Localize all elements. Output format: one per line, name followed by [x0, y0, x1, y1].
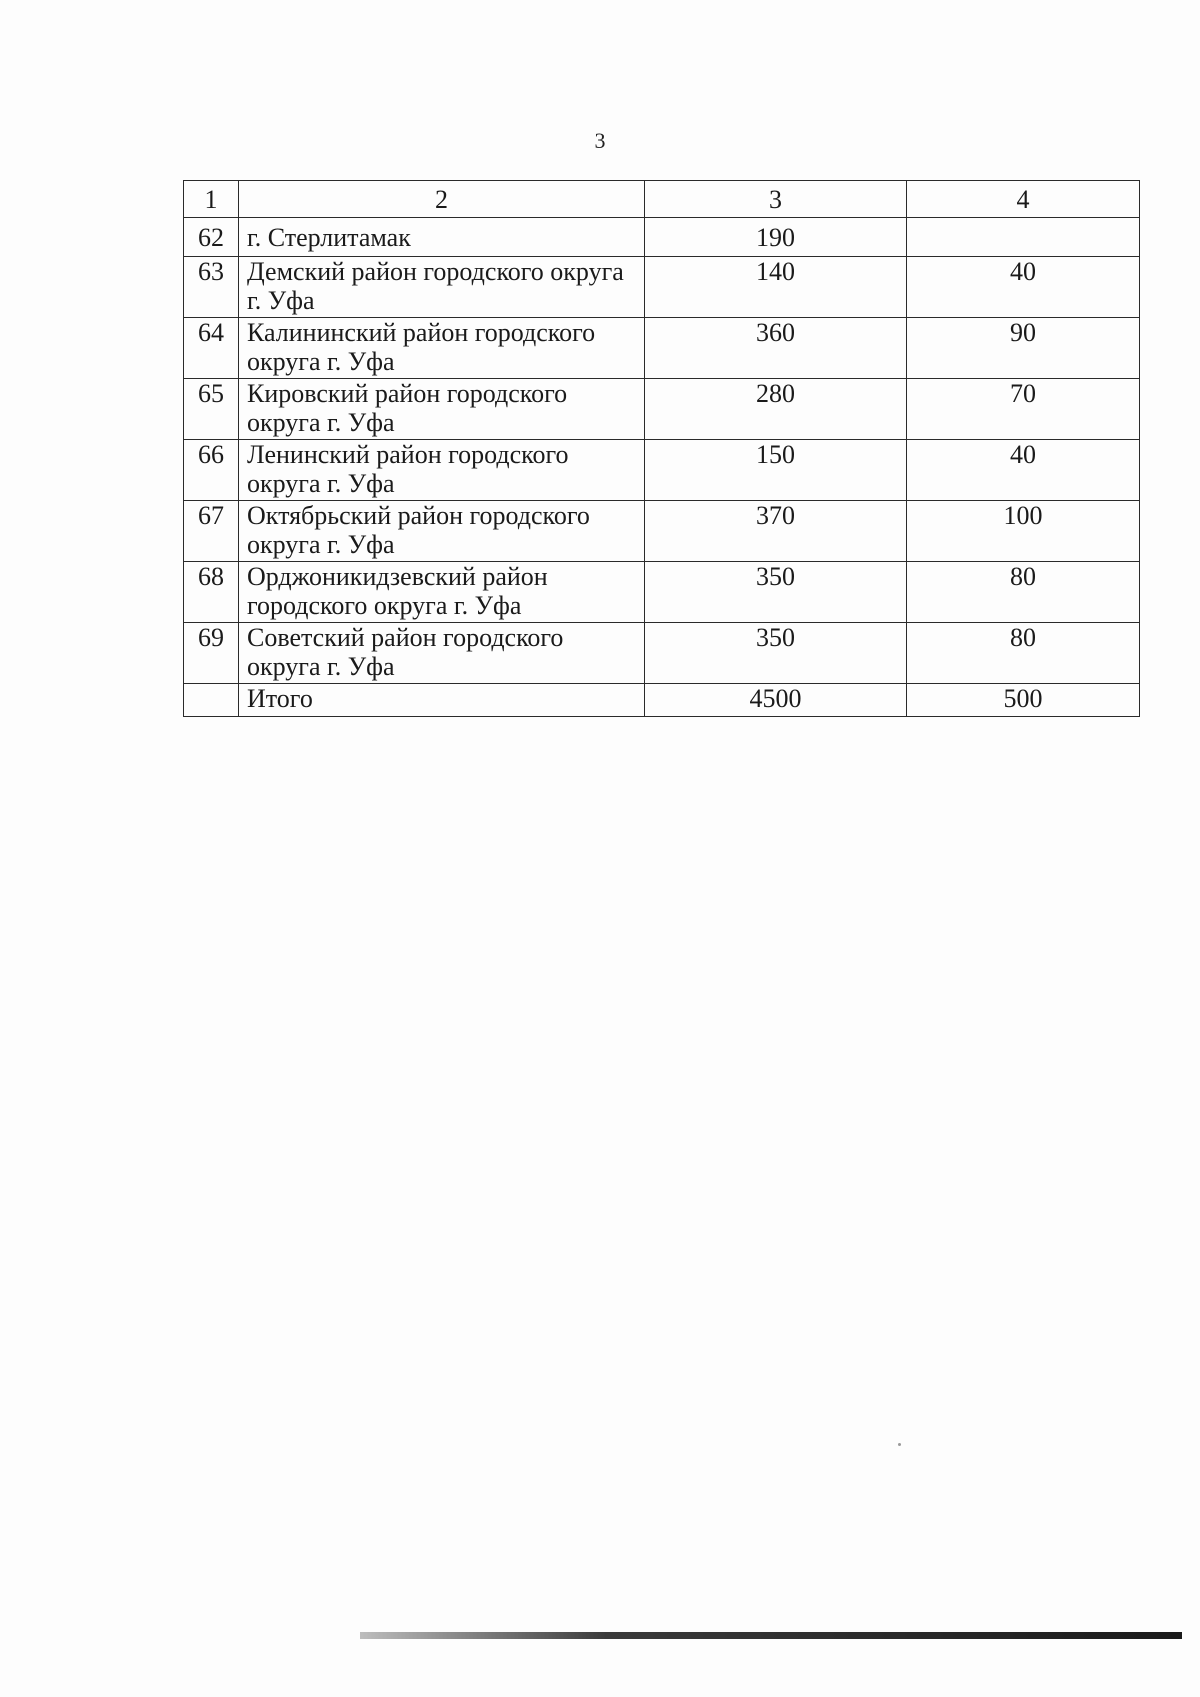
table-row	[184, 379, 1140, 440]
header-cell: 2	[239, 181, 645, 218]
total-col4: 500	[907, 684, 1140, 717]
value-col4: 80	[907, 562, 1140, 623]
value-col3: 350	[645, 623, 907, 684]
row-number	[184, 684, 239, 717]
scan-edge-line	[360, 1632, 1182, 1639]
district-name: г. Стерлитамак	[239, 218, 645, 257]
value-col4	[907, 218, 1140, 257]
district-name: Орджоникидзевский район городского округа г. Уфа	[239, 562, 645, 623]
table-row	[184, 257, 1140, 318]
value-col4: 100	[907, 501, 1140, 562]
table-row	[184, 501, 1140, 562]
district-name: Кировский район городского округа г. Уфа	[239, 379, 645, 440]
value-col4: 40	[907, 440, 1140, 501]
table-row	[184, 318, 1140, 379]
row-number: 65	[184, 379, 239, 440]
total-col3: 4500	[645, 684, 907, 717]
value-col3: 350	[645, 562, 907, 623]
value-col3: 140	[645, 257, 907, 318]
row-number: 62	[184, 218, 239, 257]
data-table	[183, 180, 1140, 717]
district-name: Демский район городского округа г. Уфа	[239, 257, 645, 318]
page-number: 3	[594, 128, 606, 153]
value-col3: 190	[645, 218, 907, 257]
row-number: 66	[184, 440, 239, 501]
scan-speck	[898, 1443, 901, 1446]
table-row	[184, 562, 1140, 623]
table-row	[184, 440, 1140, 501]
district-name: Ленинский район городского округа г. Уфа	[239, 440, 645, 501]
value-col3: 150	[645, 440, 907, 501]
value-col3: 280	[645, 379, 907, 440]
header-cell: 4	[907, 181, 1140, 218]
row-number: 67	[184, 501, 239, 562]
table-row	[184, 218, 1140, 257]
header-cell: 3	[645, 181, 907, 218]
row-number: 63	[184, 257, 239, 318]
district-name: Октябрьский район городского округа г. Уфа	[239, 501, 645, 562]
header-cell: 1	[184, 181, 239, 218]
value-col4: 90	[907, 318, 1140, 379]
value-col4: 80	[907, 623, 1140, 684]
value-col3: 370	[645, 501, 907, 562]
district-name: Советский район городского округа г. Уфа	[239, 623, 645, 684]
value-col3: 360	[645, 318, 907, 379]
table-header-row	[184, 181, 1140, 218]
row-number: 68	[184, 562, 239, 623]
district-name: Калининский район городского округа г. Уфа	[239, 318, 645, 379]
value-col4: 70	[907, 379, 1140, 440]
row-number: 64	[184, 318, 239, 379]
total-label: Итого	[239, 684, 645, 717]
value-col4: 40	[907, 257, 1140, 318]
table-row	[184, 623, 1140, 684]
row-number: 69	[184, 623, 239, 684]
table-total-row	[184, 684, 1140, 717]
